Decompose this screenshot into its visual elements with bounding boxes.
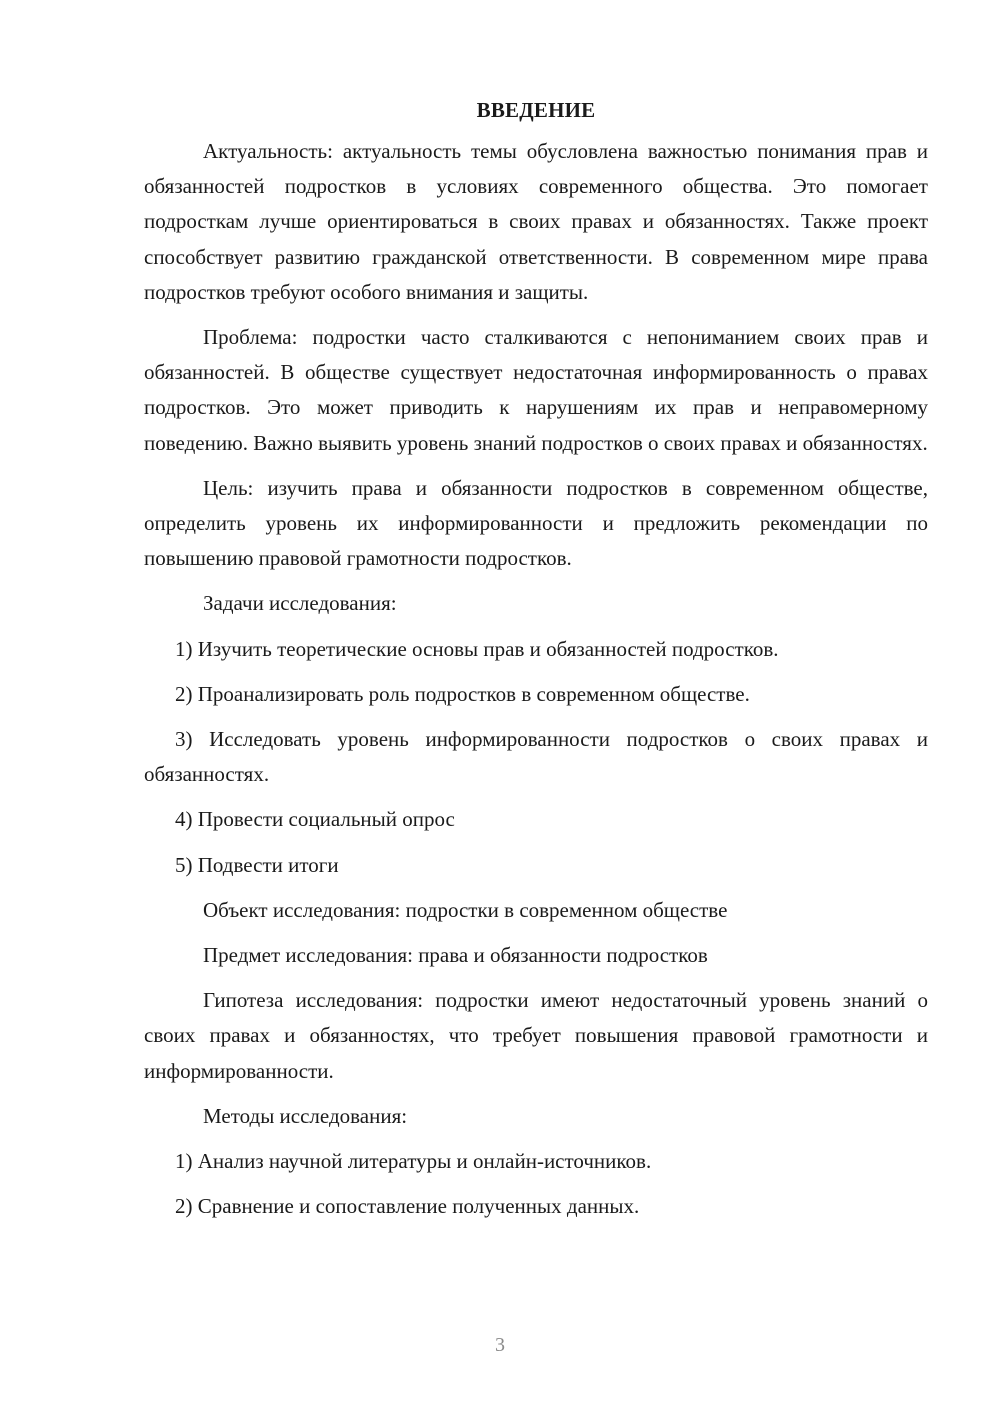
task-item: 2) Проанализировать роль подростков в современном обществе. xyxy=(175,681,750,706)
document-page xyxy=(144,96,928,1326)
task-item: 4) Провести социальный опрос xyxy=(175,807,455,832)
task-item: 3) Исследовать уровень информированности подростков о своих правах и обязанностях. xyxy=(144,727,928,787)
method-item: 1) Анализ научной литературы и онлайн-источников. xyxy=(175,1149,652,1174)
hypothesis-paragraph: Гипотеза исследования: подростки имеют недостаточный уровень знаний о своих правах и обязанностях, что требует повышения правовой грамотности и информированности. xyxy=(144,988,928,1083)
methods-heading: Методы исследования: xyxy=(203,1103,408,1128)
object-paragraph: Объект исследования: подростки в современном обществе xyxy=(203,897,728,922)
problem-paragraph: Проблема: подростки часто сталкиваются с непониманием своих прав и обязанностей. В обществе существует недостаточная информированность о правах подростков. Это может приводить к нарушениям их прав и неправомерному поведению. Важно выявить уровень знаний подростков о своих правах и обязанностях. xyxy=(144,325,928,455)
goal-paragraph: Цель: изучить права и обязанности подростков в современном обществе, определить уровень их информированности и предложить рекомендации по повышению правовой грамотности подростков. xyxy=(144,475,928,571)
method-item: 2) Сравнение и сопоставление полученных данных. xyxy=(175,1194,640,1219)
page-number: 3 xyxy=(495,1334,505,1356)
relevance-paragraph: Актуальность: актуальность темы обусловлена важностью понимания прав и обязанностей подростков в условиях современного общества. Это помогает подросткам лучше ориентироваться в своих правах и обязанностях. Также проект способствует развитию гражданской ответственности. В современном мире права подростков требуют особого внимания и защиты. xyxy=(144,139,928,304)
subject-paragraph: Предмет исследования: права и обязанности подростков xyxy=(203,943,708,968)
tasks-heading: Задачи исследования: xyxy=(203,591,397,616)
task-item: 5) Подвести итоги xyxy=(175,852,339,877)
page-title: ВВЕДЕНИЕ xyxy=(476,98,596,122)
task-item: 1) Изучить теоретические основы прав и обязанностей подростков. xyxy=(175,636,779,661)
